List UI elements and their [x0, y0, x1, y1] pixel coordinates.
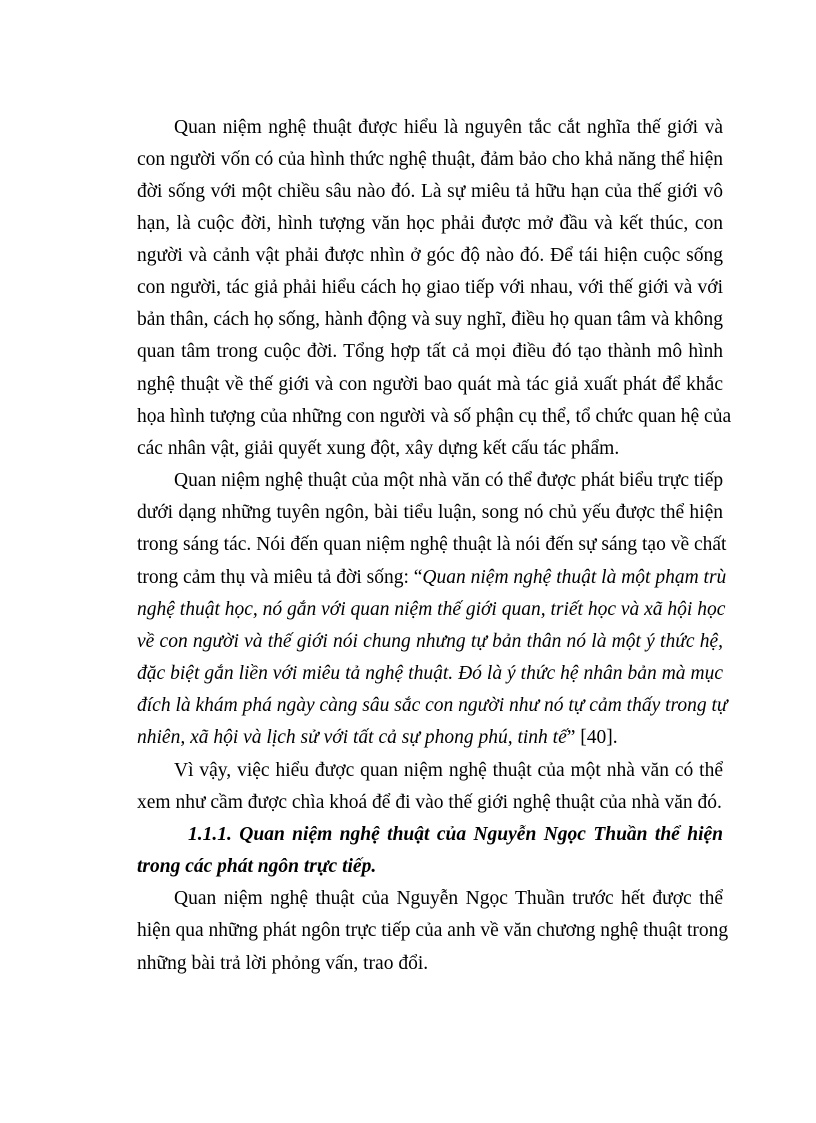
quotation-text: Quan niệm nghệ thuật là một phạm trù: [422, 567, 727, 588]
paragraph-3-line: xem như cầm được chìa khoá để đi vào thế giới nghệ thuật của nhà văn đó.: [137, 792, 722, 813]
paragraph-1-line: hạn, là cuộc đời, hình tượng văn học phải được mở đầu và kết thúc, con: [137, 213, 723, 234]
paragraph-2-line: Quan niệm nghệ thuật của một nhà văn có thể được phát biểu trực tiếp: [174, 470, 724, 491]
paragraph-1-line: con người vốn có của hình thức nghệ thuật, đảm bảo cho khả năng thể hiện: [137, 149, 723, 170]
paragraph-1-line: quan tâm trong cuộc đời. Tổng hợp tất cả mọi điều đó tạo thành mô hình: [137, 341, 723, 362]
paragraph-2-text: trong cảm thụ và miêu tả đời sống: “: [137, 567, 423, 588]
paragraph-1-line: nghệ thuật về thế giới và con người bao quát mà tác giả xuất phát để khắc: [137, 374, 723, 395]
paragraph-1-line: bản thân, cách họ sống, hành động và suy nghĩ, điều họ quan tâm và không: [137, 309, 723, 330]
paragraph-4-line: những bài trả lời phỏng vấn, trao đổi.: [137, 953, 429, 974]
section-heading: 1.1.1. Quan niệm nghệ thuật của Nguyễn Ngọc Thuần thể hiện: [188, 824, 723, 845]
quotation-line: đích là khám phá ngày càng sâu sắc con người như nó tự cảm thấy trong tự: [137, 695, 728, 716]
quotation-end-line: [137, 726, 723, 750]
citation: ” [40].: [566, 727, 618, 748]
paragraph-1-line: con người, tác giả phải hiểu cách họ giao tiếp với nhau, với thế giới và với: [137, 277, 723, 298]
paragraph-4-line: hiện qua những phát ngôn trực tiếp của anh về văn chương nghệ thuật trong: [137, 920, 729, 941]
quotation-line: về con người và thế giới nói chung nhưng tự bản thân nó là một ý thức hệ,: [137, 631, 723, 652]
quotation-line: đặc biệt gắn liền với miêu tả nghệ thuật. Đó là ý thức hệ nhân bản mà mục: [137, 663, 723, 684]
paragraph-2-line: dưới dạng những tuyên ngôn, bài tiểu luận, song nó chủ yếu được thể hiện: [137, 502, 723, 523]
quotation-line: nghệ thuật học, nó gắn với quan niệm thế giới quan, triết học và xã hội học: [137, 599, 726, 620]
paragraph-2-line: [137, 566, 727, 590]
paragraph-2-line: trong sáng tác. Nói đến quan niệm nghệ thuật là nói đến sự sáng tạo về chất: [137, 534, 727, 555]
paragraph-1-line: Quan niệm nghệ thuật được hiểu là nguyên tắc cắt nghĩa thế giới và: [174, 117, 723, 138]
paragraph-1-line: người và cảnh vật phải được nhìn ở góc độ nào đó. Để tái hiện cuộc sống: [137, 245, 723, 266]
paragraph-1-line: các nhân vật, giải quyết xung đột, xây dựng kết cấu tác phẩm.: [137, 438, 620, 459]
quotation-text: nhiên, xã hội và lịch sử với tất cả sự phong phú, tinh tế: [137, 727, 567, 748]
paragraph-1-line: đời sống với một chiều sâu nào đó. Là sự miêu tả hữu hạn của thế giới vô: [137, 181, 723, 202]
paragraph-3-line: Vì vậy, việc hiểu được quan niệm nghệ thuật của một nhà văn có thể: [174, 760, 723, 781]
paragraph-1-line: họa hình tượng của những con người và số phận cụ thể, tổ chức quan hệ của: [137, 406, 732, 427]
section-heading: trong các phát ngôn trực tiếp.: [137, 856, 377, 877]
paragraph-4-line: Quan niệm nghệ thuật của Nguyễn Ngọc Thuần trước hết được thể: [174, 888, 723, 909]
